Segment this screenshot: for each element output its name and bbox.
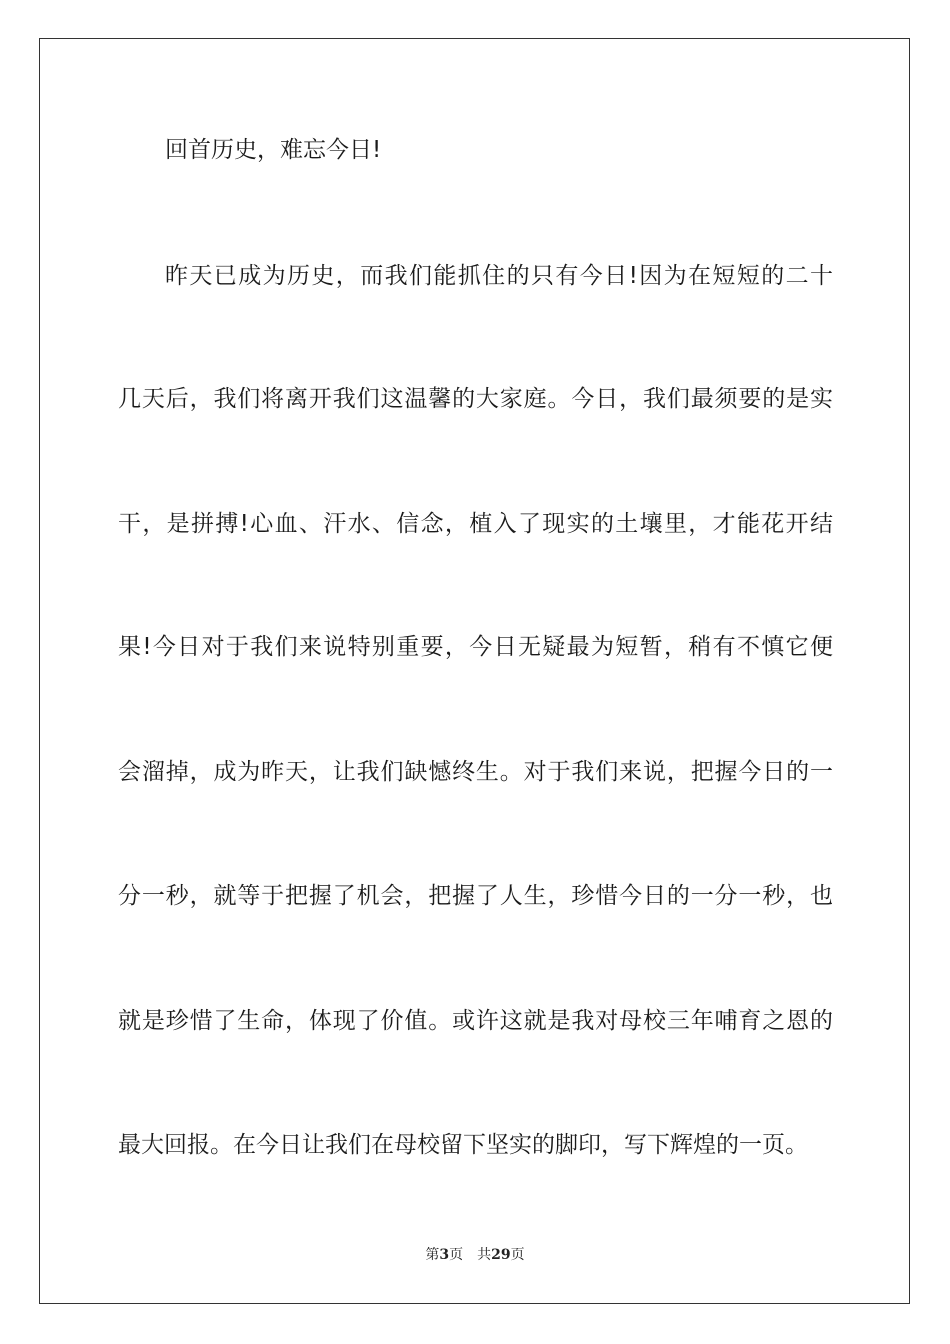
page-footer — [0, 1244, 950, 1264]
page-prefix: 第 — [425, 1247, 440, 1263]
paragraph-line-1: 昨天已成为历史，而我们能抓住的只有今日!因为在短短的二十 — [165, 263, 833, 289]
page-number: 3 — [439, 1247, 450, 1263]
paragraph-line-5: 会溜掉，成为昨天，让我们缺憾终生。对于我们来说，把握今日的一 — [118, 759, 833, 785]
paragraph-line-3: 干，是拼搏!心血、汗水、信念，植入了现实的土壤里，才能花开结 — [118, 511, 833, 537]
paragraph-line-8: 最大回报。在今日让我们在母校留下坚实的脚印，写下辉煌的一页。 — [118, 1132, 808, 1158]
paragraph-line-7: 就是珍惜了生命，体现了价值。或许这就是我对母校三年哺育之恩的 — [118, 1008, 833, 1034]
paragraph-line-4: 果!今日对于我们来说特别重要，今日无疑最为短暂，稍有不慎它便 — [118, 634, 833, 660]
paragraph-line-6: 分一秒，就等于把握了机会，把握了人生，珍惜今日的一分一秒，也 — [118, 883, 833, 909]
total-prefix: 共 — [477, 1247, 492, 1263]
heading-line: 回首历史，难忘今日! — [165, 137, 382, 163]
page-suffix: 页 — [449, 1247, 464, 1263]
total-pages: 29 — [491, 1247, 511, 1263]
total-suffix: 页 — [510, 1247, 525, 1263]
page-border — [39, 38, 910, 1304]
paragraph-line-2: 几天后，我们将离开我们这温馨的大家庭。今日，我们最须要的是实 — [118, 386, 833, 412]
